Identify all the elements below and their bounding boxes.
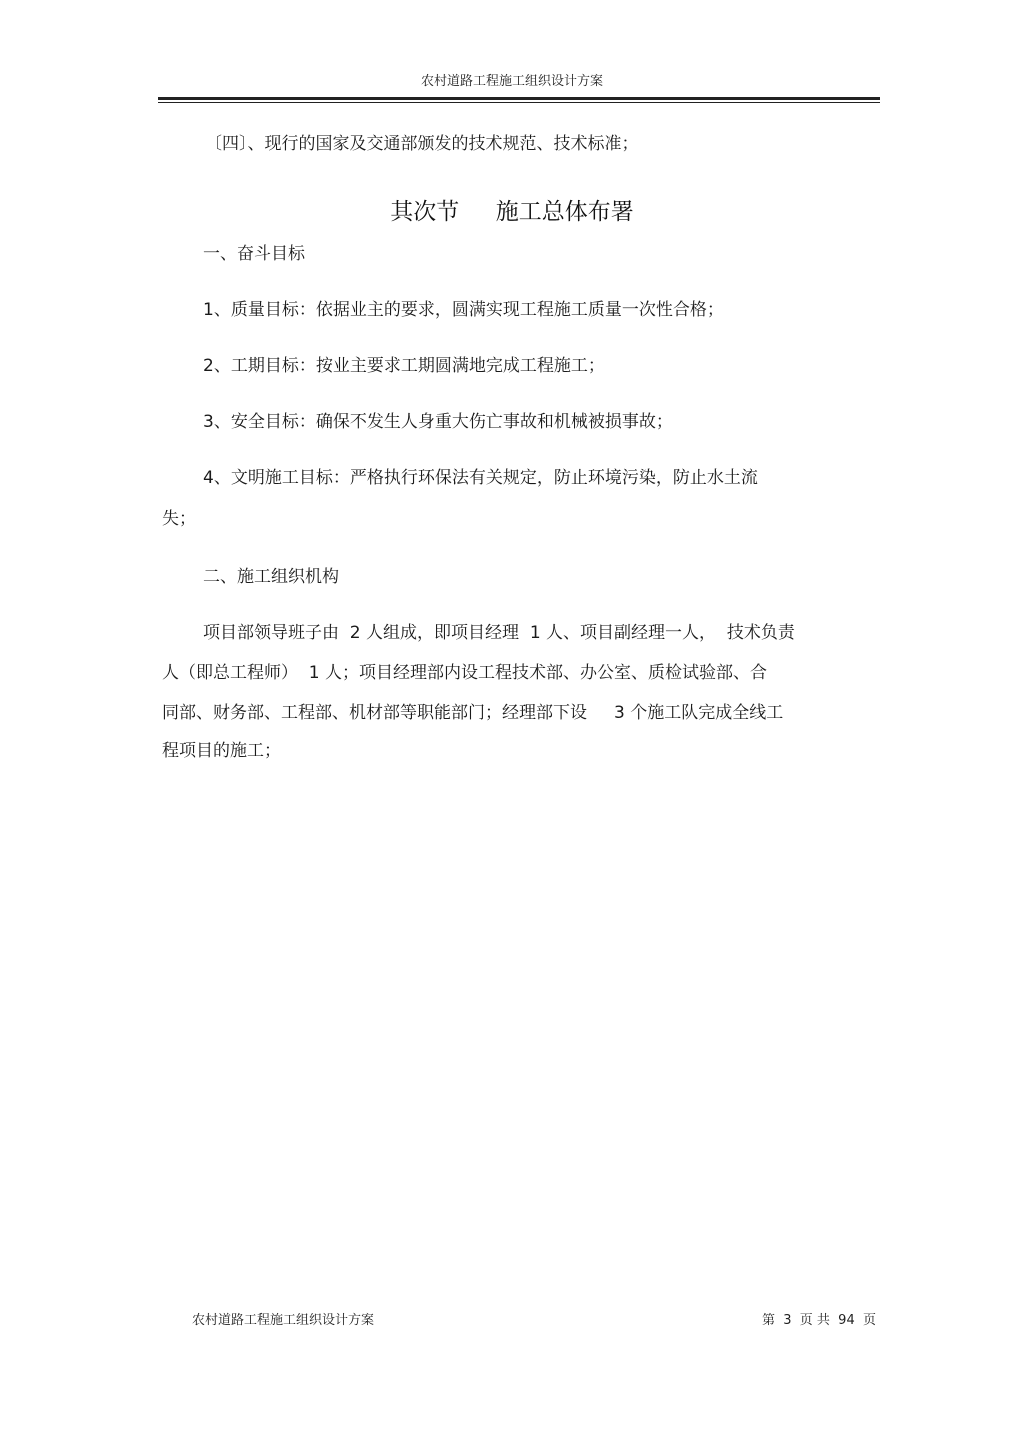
org-paragraph-line-4: 程项目的施工； [162,741,281,761]
footer-page-info: 第 3 页 共 94 页 [761,1313,876,1328]
header-rule-thin [158,102,880,103]
goals-heading: 一、奋斗目标 [203,244,305,264]
goal-3: 3、安全目标：确保不发生人身重大伤亡事故和机械被损事故； [203,412,673,432]
goal-4-line-1: 4、文明施工目标：严格执行环保法有关规定，防止环境污染，防止水土流 [203,468,758,488]
item-4-standards: 〔四〕、现行的国家及交通部颁发的技术规范、技术标准； [205,134,639,154]
org-paragraph-line-3: 同部、财务部、工程部、机材部等职能部门；经理部下设 3 个施工队完成全线工 [162,703,784,723]
goal-4-line-2: 失； [162,509,196,529]
goal-2: 2、工期目标：按业主要求工期圆满地完成工程施工； [203,356,605,376]
section-heading: 其次节 施工总体布署 [390,199,634,225]
page-header-title: 农村道路工程施工组织设计方案 [420,74,603,89]
goal-1: 1、质量目标：依据业主的要求，圆满实现工程施工质量一次性合格； [203,300,724,320]
org-paragraph-line-2: 人（即总工程师） 1 人；项目经理部内设工程技术部、办公室、质检试验部、合 [162,663,768,683]
org-paragraph-line-1: 项目部领导班子由 2 人组成，即项目经理 1 人、项目副经理一人， 技术负责 [203,623,795,643]
footer-title: 农村道路工程施工组织设计方案 [192,1313,375,1328]
org-heading: 二、施工组织机构 [203,567,339,587]
header-rule [158,97,880,100]
